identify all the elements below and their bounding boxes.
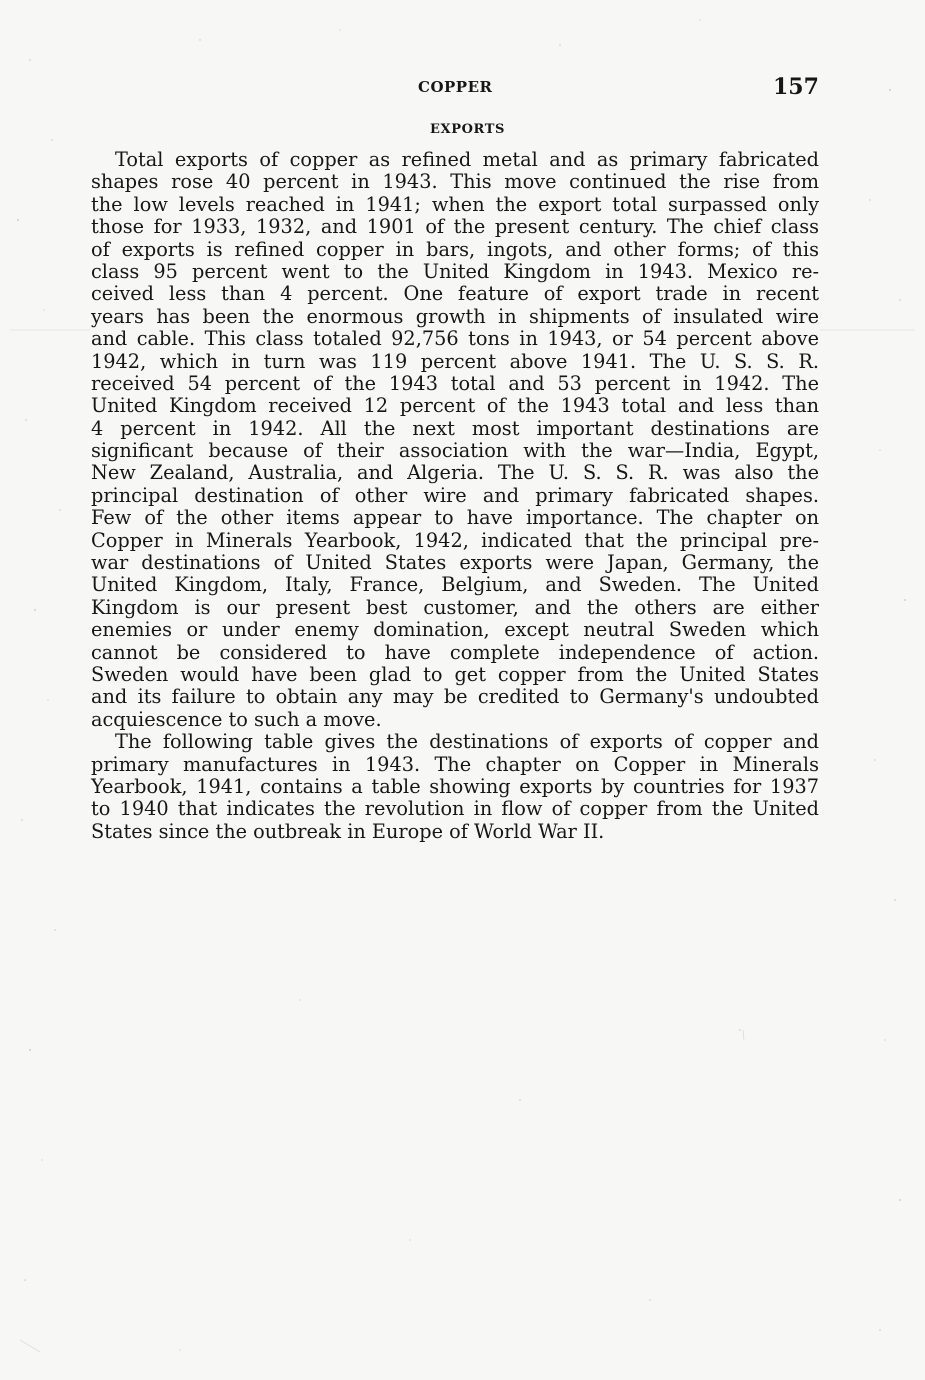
text-line: and cable. This class totaled 92,756 tons in 1943, or 54 percent above	[91, 327, 819, 351]
text-line: United Kingdom, Italy, France, Belgium, and Sweden. The United	[91, 573, 819, 597]
text-line: class 95 percent went to the United Kingdom in 1943. Mexico re-	[91, 259, 819, 283]
text-line: of exports is refined copper in bars, ingots, and other forms; of this	[91, 237, 819, 261]
text-line: principal destination of other wire and primary fabricated shapes.	[91, 483, 819, 507]
text-line: Yearbook, 1941, contains a table showing exports by countries for 1937	[91, 774, 819, 798]
text-line: enemies or under enemy domination, except neutral Sweden which	[91, 618, 819, 642]
text-line: ceived less than 4 percent. One feature of export trade in recent	[91, 282, 819, 306]
running-header	[0, 74, 925, 98]
text-line: those for 1933, 1932, and 1901 of the present century. The chief class	[91, 215, 819, 239]
text-line: cannot be considered to have complete independence of action.	[91, 640, 819, 664]
text-line: United Kingdom received 12 percent of the 1943 total and less than	[91, 394, 819, 418]
text-line: primary manufactures in 1943. The chapter on Copper in Minerals	[91, 752, 819, 776]
text-line: Kingdom is our present best customer, and the others are either	[91, 595, 819, 619]
text-line: Total exports of copper as refined metal and as primary fabricated	[115, 148, 819, 171]
text-line: The following table gives the destinations of exports of copper and	[115, 730, 819, 754]
text-line: New Zealand, Australia, and Algeria. The U. S. S. R. was also the	[91, 461, 819, 485]
page-number: 157	[773, 74, 819, 100]
paragraph-2	[91, 731, 819, 843]
text-line: Copper in Minerals Yearbook, 1942, indicated that the principal pre-	[91, 528, 819, 552]
section-heading: EXPORTS	[430, 122, 505, 137]
text-line: received 54 percent of the 1943 total and 53 percent in 1942. The	[91, 371, 819, 395]
paragraph-1	[91, 149, 819, 731]
text-line: 4 percent in 1942. All the next most important destinations are	[91, 416, 819, 440]
text-line: significant because of their association with the war—India, Egypt,	[91, 439, 819, 463]
text-line: 1942, which in turn was 119 percent above 1941. The U. S. S. R.	[91, 349, 819, 373]
text-line: and its failure to obtain any may be credited to Germany's undoubted	[91, 685, 819, 709]
text-line: shapes rose 40 percent in 1943. This move continued the rise from	[91, 170, 819, 194]
text-line: the low levels reached in 1941; when the export total surpassed only	[91, 192, 819, 216]
text-line: Few of the other items appear to have importance. The chapter on	[91, 506, 819, 530]
text-line: Sweden would have been glad to get copper from the United States	[91, 662, 819, 686]
running-title: COPPER	[418, 78, 493, 96]
text-line: war destinations of United States exports were Japan, Germany, the	[91, 551, 819, 575]
text-line: States since the outbreak in Europe of World War II.	[91, 819, 605, 843]
text-line: to 1940 that indicates the revolution in flow of copper from the United	[91, 797, 819, 821]
body-text	[91, 149, 819, 843]
text-line: acquiescence to such a move.	[91, 707, 382, 731]
text-line: years has been the enormous growth in shipments of insulated wire	[91, 304, 819, 328]
